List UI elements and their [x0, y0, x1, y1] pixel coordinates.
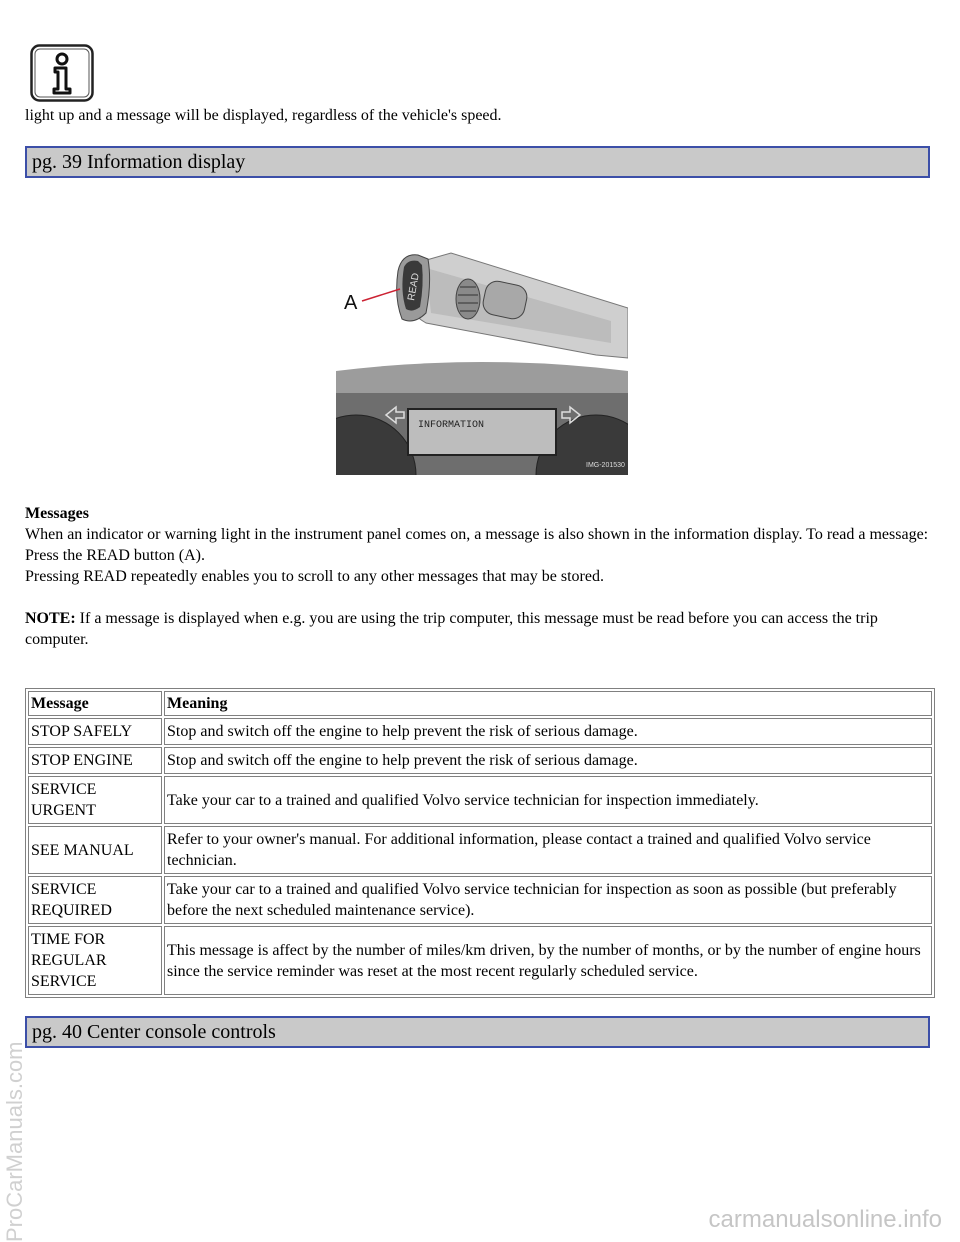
messages-section: [25, 503, 935, 650]
table-header-row: [28, 691, 932, 716]
display-text: INFORMATION: [418, 420, 485, 431]
read-button-label: READ: [406, 272, 422, 302]
message-cell: STOP SAFELY: [28, 718, 162, 745]
meaning-cell: Take your car to a trained and qualified Volvo service technician for inspection as soon as possible (but preferably before the next scheduled maintenance service).: [164, 876, 932, 924]
meaning-cell: Stop and switch off the engine to help prevent the risk of serious damage.: [164, 747, 932, 774]
table-row: [28, 926, 932, 995]
paragraph-press-read: Press the READ button (A).: [25, 547, 205, 564]
table-row: [28, 776, 932, 824]
meaning-cell: This message is affect by the number of miles/km driven, by the number of months, or by the number of engine hours since the service reminder was reset at the most recent regularly scheduled service.: [164, 926, 932, 995]
watermark-procarmanuals: ProCarManuals.com: [2, 1041, 27, 1242]
message-cell: TIME FOR REGULAR SERVICE: [28, 926, 162, 995]
header-meaning: Meaning: [164, 691, 932, 716]
table-row: [28, 747, 932, 774]
stalk-and-display-illustration: [336, 243, 628, 475]
messages-heading: Messages: [25, 505, 89, 522]
meaning-cell: Refer to your owner's manual. For additional information, please contact a trained and qualified Volvo service technician.: [164, 826, 932, 874]
image-code: IMG-201530: [586, 462, 625, 469]
information-icon: [30, 44, 94, 102]
paragraph-scroll: Pressing READ repeatedly enables you to scroll to any other messages that may be stored.: [25, 568, 604, 585]
paragraph-intro: When an indicator or warning light in the instrument panel comes on, a message is also shown in the information display. To read a message:: [25, 526, 929, 543]
table-row: [28, 826, 932, 874]
note-paragraph: [25, 608, 935, 650]
messages-table: [25, 688, 935, 998]
meaning-cell: Take your car to a trained and qualified Volvo service technician for inspection immediately.: [164, 776, 932, 824]
callout-label-a: A: [344, 292, 358, 314]
watermark-carmanualsonline: carmanualsonline.info: [708, 1206, 942, 1233]
section-header-center-console: pg. 40 Center console controls: [25, 1016, 930, 1048]
table-row: [28, 718, 932, 745]
note-text: If a message is displayed when e.g. you are using the trip computer, this message must be read before you can access the trip computer.: [25, 610, 878, 648]
table-row: [28, 876, 932, 924]
header-message: Message: [28, 691, 162, 716]
message-cell: SEE MANUAL: [28, 826, 162, 874]
meaning-cell: Stop and switch off the engine to help prevent the risk of serious damage.: [164, 718, 932, 745]
message-cell: SERVICE REQUIRED: [28, 876, 162, 924]
section-header-information-display: pg. 39 Information display: [25, 146, 930, 178]
message-cell: SERVICE URGENT: [28, 776, 162, 824]
message-cell: STOP ENGINE: [28, 747, 162, 774]
intro-text: light up and a message will be displayed, regardless of the vehicle's speed.: [25, 107, 502, 124]
note-label: NOTE:: [25, 610, 76, 627]
